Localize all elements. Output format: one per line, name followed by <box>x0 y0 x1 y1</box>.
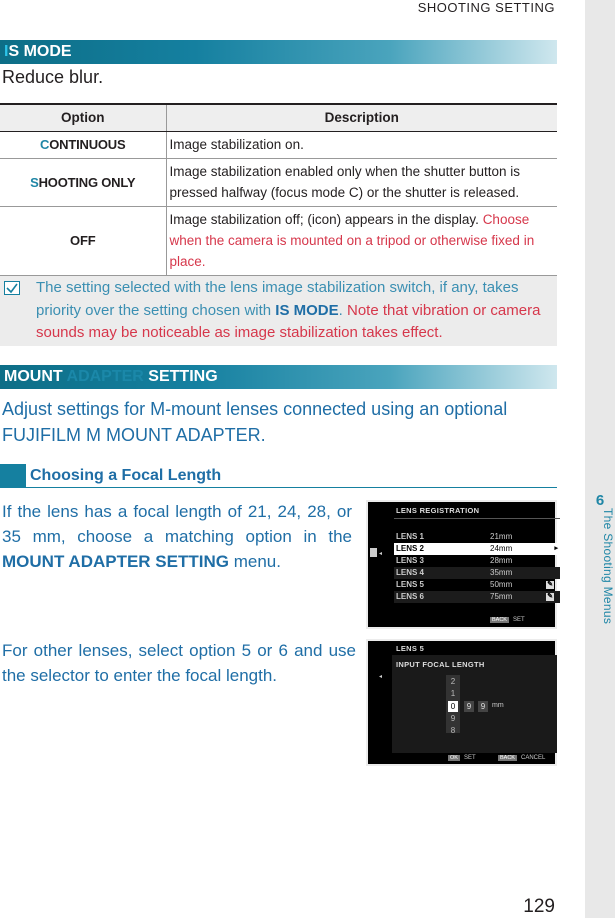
input-focal-length-screen <box>366 639 557 766</box>
lens-row-selected[interactable]: LENS 2 24mm ▸ <box>396 544 558 553</box>
table-row <box>0 158 557 206</box>
digit-above: 1 <box>450 689 456 698</box>
option-name: SHOOTING ONLY <box>0 158 166 206</box>
option-description-text: Image stabilization off; (icon) appears in the display. <box>169 211 479 227</box>
column-description-header: Description <box>166 104 557 131</box>
lens-row[interactable]: LENS 1 21mm <box>396 532 513 541</box>
mount-adapter-heading: MOUNT ADAPTER SETTING <box>0 365 557 389</box>
running-head: SHOOTING SETTING <box>417 0 555 15</box>
is-mode-title: S MODE <box>8 43 72 60</box>
focal-digit[interactable]: 9 <box>478 701 488 712</box>
chapter-side-tab <box>585 0 615 918</box>
digit-above: 2 <box>450 677 456 686</box>
option-description: Image stabilization enabled only when the shutter button is pressed halfway (focus mode C) or the shutter is released. <box>166 158 557 206</box>
is-mode-heading <box>0 40 557 64</box>
focal-digit[interactable]: 9 <box>464 701 474 712</box>
is-mode-intro: Reduce blur. <box>2 67 104 87</box>
option-name: CONTINUOUS <box>0 131 166 158</box>
lens-row[interactable]: LENS 5 50mm ✎ <box>396 580 553 589</box>
page-number: 129 <box>523 896 555 917</box>
lens-row[interactable]: LENS 6 75mm ✎ <box>394 591 560 603</box>
camera-icon <box>370 548 377 557</box>
subheading-marker <box>0 464 26 487</box>
focal-length-subheading <box>0 464 557 488</box>
right-arrow-icon: ▸ <box>554 545 558 552</box>
is-mode-options-table <box>0 103 557 276</box>
screen-header: LENS 5 <box>396 644 425 653</box>
set-hint: BACK SET <box>492 617 525 623</box>
focal-length-paragraph-2: For other lenses, select option 5 or 6 and use the selector to enter the focal length. <box>2 641 356 685</box>
digit-below: 9 <box>450 714 456 723</box>
focal-digit-selected[interactable]: 0 <box>448 701 458 712</box>
option-description <box>166 206 557 275</box>
digit-below: 8 <box>450 726 456 735</box>
column-option-header: Option <box>0 104 166 131</box>
edit-icon: ✎ <box>547 593 553 600</box>
option-description-warning: Choose when the camera is mounted on a tripod or otherwise fixed in place. <box>169 211 535 269</box>
note-text: The setting selected with the lens image stabilization switch, if any, takes priority over the setting chosen with IS MODE. Note that vibration or camera sounds may be noticeable as image stabilization takes effect. <box>36 279 541 341</box>
lens-row[interactable]: LENS 3 28mm <box>396 556 513 565</box>
screen-title: LENS REGISTRATION <box>396 506 480 515</box>
left-arrow-icon: ◂ <box>379 674 383 680</box>
is-mode-icon-letter: I <box>4 43 9 60</box>
screen-title: INPUT FOCAL LENGTH <box>396 660 485 669</box>
left-arrow-icon: ◂ <box>379 551 383 557</box>
cancel-hint: BACK CANCEL <box>500 755 546 761</box>
note-icon <box>4 281 20 295</box>
option-description: Image stabilization on. <box>166 131 557 158</box>
lens-registration-screen <box>366 500 557 629</box>
set-hint: OK SET <box>450 755 476 761</box>
table-row <box>0 206 557 275</box>
table-row <box>0 131 557 158</box>
mount-adapter-intro: Adjust settings for M-mount lenses connected using an optional FUJIFILM M MOUNT ADAPTER. <box>2 399 508 445</box>
focal-length-paragraph-1: If the lens has a focal length of 21, 24, 28, or 35 mm, choose a matching option in the MOUNT ADAPTER SETTING menu. <box>2 502 352 571</box>
edit-icon: ✎ <box>547 581 553 588</box>
note-box <box>0 276 557 346</box>
unit-label: mm <box>492 702 504 709</box>
subheading-title: Choosing a Focal Length <box>30 467 222 484</box>
chapter-number: 6 <box>595 492 605 509</box>
table-header-row <box>0 104 557 131</box>
option-name: OFF <box>0 206 166 275</box>
chapter-title: The Shooting Menus <box>601 508 615 625</box>
lens-row[interactable]: LENS 4 35mm <box>394 567 560 579</box>
